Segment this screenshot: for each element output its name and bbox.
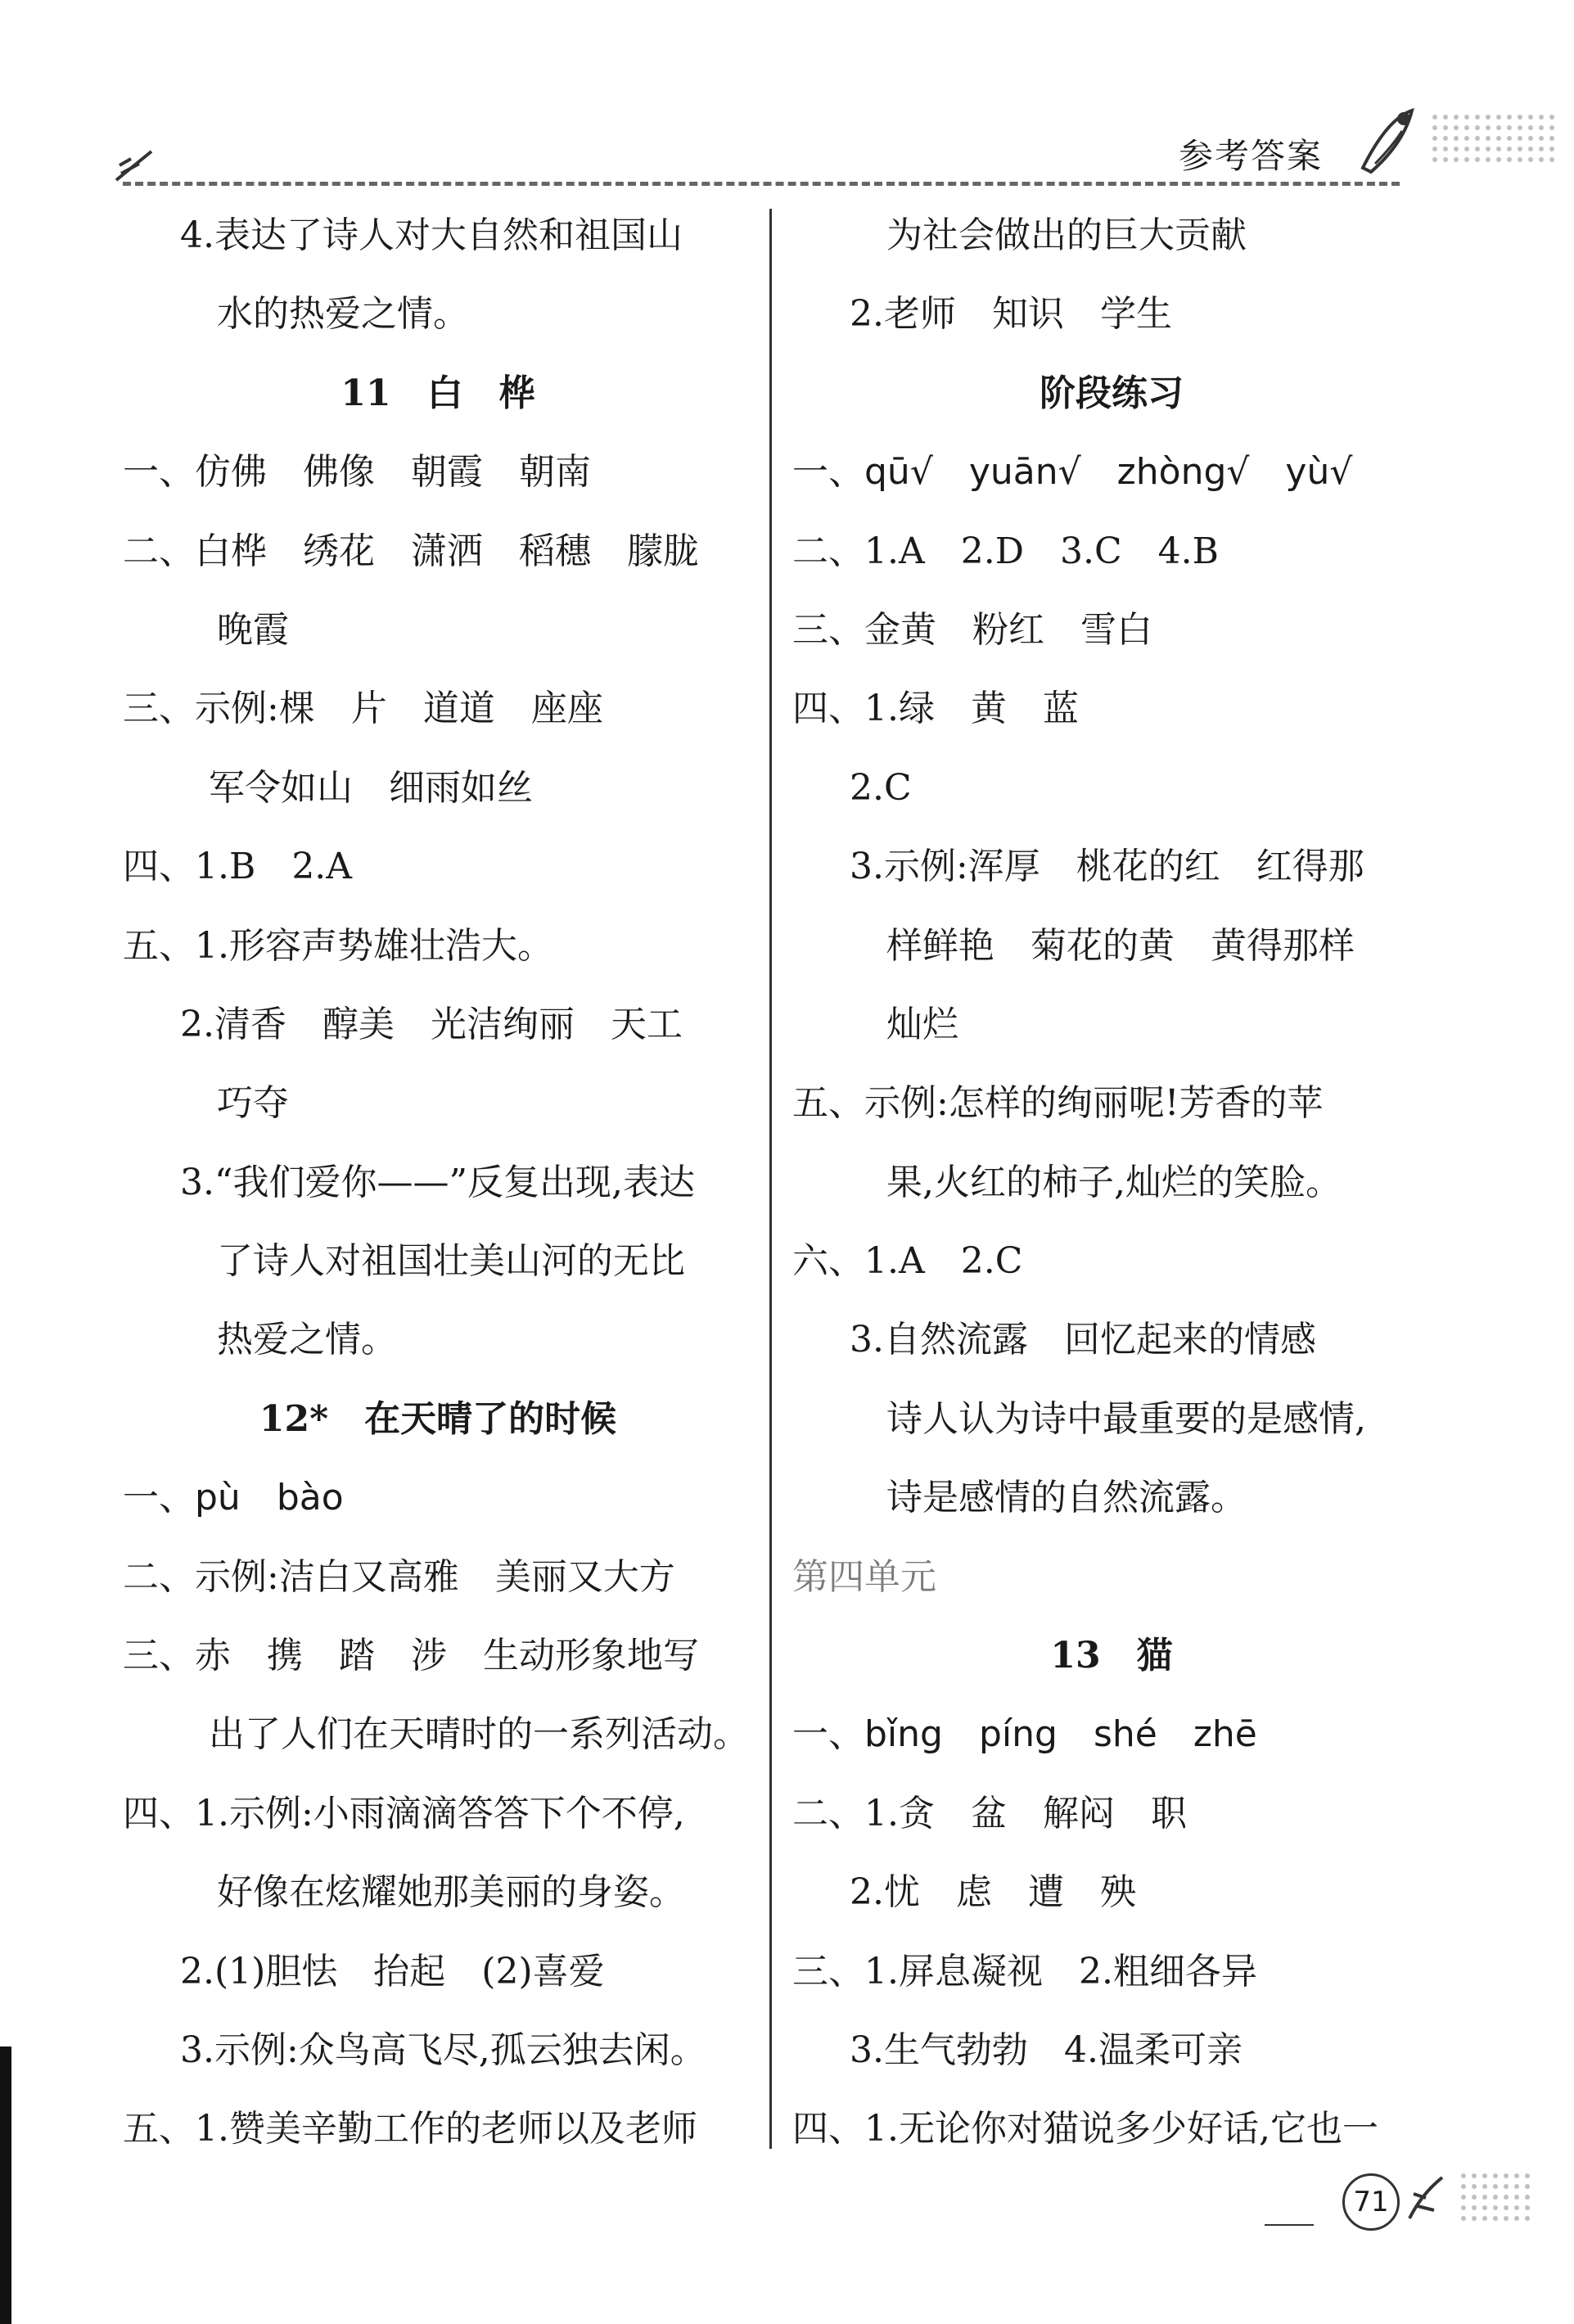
scan-edge-shadow <box>0 2046 11 2324</box>
answer-line: 果,火红的柿子,灿烂的笑脸。 <box>886 1161 1342 1203</box>
answer-line: 四、1.B 2.A <box>123 846 353 888</box>
answer-line: 二、示例:洁白又高雅 美丽又大方 <box>123 1555 675 1598</box>
lesson-title: 13 猫 <box>1050 1635 1173 1677</box>
answer-line: 三、赤 携 踏 涉 生动形象地写 <box>123 1635 699 1677</box>
corner-arrow-icon <box>115 147 156 184</box>
answer-line: 四、1.绿 黄 蓝 <box>792 688 1079 730</box>
lesson-title: 11 白 桦 <box>341 372 535 414</box>
left-answer-column <box>123 196 753 2169</box>
answer-line: 一、仿佛 佛像 朝霞 朝南 <box>123 451 591 494</box>
answer-line: 二、白桦 绣花 潇洒 稻穗 朦胧 <box>123 530 699 572</box>
answer-line: 3.“我们爱你——”反复出现,表达 <box>180 1161 695 1203</box>
page-number: 71 <box>1342 2173 1400 2231</box>
answer-line: 好像在炫耀她那美丽的身姿。 <box>217 1871 685 1914</box>
page-header-title: 参考答案 <box>1179 136 1324 176</box>
answer-line: 四、1.示例:小雨滴滴答答下个不停, <box>123 1792 685 1834</box>
answer-line: 二、1.A 2.D 3.C 4.B <box>792 530 1219 572</box>
header-dashed-rule <box>123 182 1400 186</box>
answer-line: 三、金黄 粉红 雪白 <box>792 608 1152 651</box>
answer-line: 一、pù bào <box>123 1477 344 1519</box>
answer-line: 灿烂 <box>886 1003 958 1045</box>
header-dot-pattern <box>1432 115 1554 162</box>
answer-line: 3.自然流露 回忆起来的情感 <box>850 1319 1316 1361</box>
answer-line: 2.C <box>850 766 912 809</box>
footer-rule <box>1265 2224 1314 2226</box>
answer-line: 2.老师 知识 学生 <box>850 293 1172 336</box>
answer-line: 4.表达了诗人对大自然和祖国山 <box>180 214 683 256</box>
answer-line: 2.忧 虑 遭 殃 <box>850 1871 1136 1914</box>
answer-line: 2.(1)胆怯 抬起 (2)喜爱 <box>180 1950 605 1992</box>
lesson-title: 阶段练习 <box>1040 372 1184 414</box>
answer-line: 样鲜艳 菊花的黄 黄得那样 <box>886 924 1355 967</box>
answer-line: 五、1.形容声势雄壮浩大。 <box>123 924 553 967</box>
answer-line: 2.清香 醇美 光洁绚丽 天工 <box>180 1003 683 1045</box>
answer-line: 一、bǐng píng shé zhē <box>792 1713 1257 1756</box>
answer-line: 一、qū√ yuān√ zhòng√ yù√ <box>792 451 1353 494</box>
answer-line: 六、1.A 2.C <box>792 1240 1023 1283</box>
answer-line: 诗是感情的自然流露。 <box>886 1477 1247 1519</box>
answer-line: 热爱之情。 <box>217 1319 397 1361</box>
answer-line: 3.示例:众鸟高飞尽,孤云独去闲。 <box>180 2028 706 2071</box>
answer-line: 3.示例:浑厚 桃花的红 红得那 <box>850 846 1364 888</box>
column-divider <box>769 209 772 2149</box>
answer-line: 三、1.屏息凝视 2.粗细各异 <box>792 1950 1257 1992</box>
answer-line: 五、示例:怎样的绚丽呢!芳香的苹 <box>792 1082 1324 1125</box>
answer-line: 军令如山 细雨如丝 <box>209 766 533 809</box>
answer-line: 二、1.贪 盆 解闷 职 <box>792 1792 1187 1834</box>
lesson-title: 12* 在天晴了的时候 <box>259 1397 617 1440</box>
answer-line: 三、示例:棵 片 道道 座座 <box>123 688 603 730</box>
leaf-logo-icon <box>1355 102 1428 184</box>
answer-line: 五、1.赞美辛勤工作的老师以及老师 <box>123 2108 697 2150</box>
answer-line: 3.生气勃勃 4.温柔可亲 <box>850 2028 1243 2071</box>
answer-line: 晚霞 <box>217 608 289 651</box>
answer-line: 了诗人对祖国壮美山河的无比 <box>217 1240 685 1283</box>
answer-line: 为社会做出的巨大贡献 <box>886 214 1247 256</box>
answer-line: 巧夺 <box>217 1082 289 1125</box>
answer-line: 出了人们在天晴时的一系列活动。 <box>209 1713 749 1756</box>
leaf-ornament-icon <box>1401 2169 1450 2227</box>
right-answer-column <box>792 196 1431 2169</box>
answer-line: 四、1.无论你对猫说多少好话,它也一 <box>792 2108 1378 2150</box>
answer-line: 水的热爱之情。 <box>217 293 469 336</box>
answer-line: 诗人认为诗中最重要的是感情, <box>886 1397 1366 1440</box>
footer-dot-pattern <box>1461 2173 1530 2221</box>
unit-heading: 第四单元 <box>792 1555 936 1598</box>
